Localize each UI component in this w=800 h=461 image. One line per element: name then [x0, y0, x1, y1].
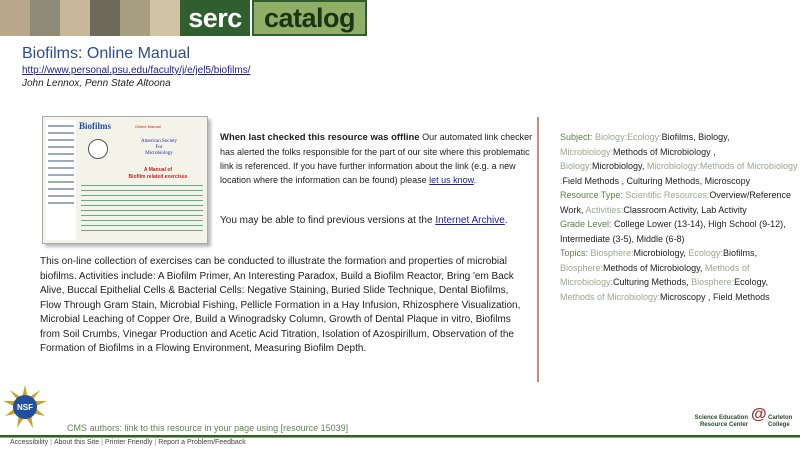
- internet-archive-link[interactable]: Internet Archive: [435, 215, 505, 226]
- footer-separator: |: [101, 439, 103, 446]
- header-photo: [0, 0, 30, 36]
- thumbnail-manual-heading: A Manual of Biofilm related exercises: [128, 167, 188, 180]
- meta-category-path[interactable]: Activities:: [583, 204, 624, 215]
- thumbnail-body-text: [81, 185, 203, 235]
- meta-resource-type: Resource Type: Scientific Resources:Overview/Reference Work, Activities:Classroom Activity, Lab Activity: [560, 190, 791, 215]
- footer-link[interactable]: Accessibility: [10, 439, 49, 446]
- meta-category-path[interactable]: Biology:: [560, 161, 593, 171]
- site-header: [0, 0, 367, 36]
- meta-category-path[interactable]: Ecology:: [685, 248, 723, 258]
- meta-value[interactable]: Overview/Reference Work,: [560, 190, 791, 215]
- footer-separator: |: [154, 439, 157, 446]
- header-photo: [120, 0, 150, 36]
- thumbnail-nav-column: [46, 120, 76, 240]
- footer-link[interactable]: Printer Friendly: [104, 439, 153, 446]
- meta-value[interactable]: Microbiology,: [633, 248, 686, 258]
- serc-carleton-logo[interactable]: Science Education Resource Center @ Carleton College: [694, 406, 793, 428]
- asm-seal-icon: [88, 139, 108, 159]
- meta-category-path[interactable]: Scientific Resources:: [622, 190, 710, 200]
- resource-metadata: [560, 130, 800, 304]
- thumbnail-subtitle: Online Manual: [135, 124, 161, 129]
- resource-author: John Lennox, Penn State Altoona: [22, 78, 171, 89]
- previous-versions-notice: You may be able to find previous versions at the Internet Archive.: [220, 215, 508, 226]
- meta-value[interactable]: Microscopy , Field Methods: [660, 291, 770, 302]
- meta-grade-level: Grade Level: College Lower (13-14), High School (9-12), Intermediate (3-5), Middle (6-8): [560, 219, 786, 244]
- footer-link[interactable]: Report a Problem/Feedback: [158, 439, 246, 446]
- footer-bar-accent: [0, 437, 800, 438]
- meta-category-path[interactable]: Biosphere:: [688, 277, 735, 287]
- footer-separator: |: [50, 439, 52, 446]
- column-divider: [537, 117, 539, 382]
- header-photo: [30, 0, 60, 36]
- meta-value[interactable]: Ecology,: [734, 277, 768, 287]
- let-us-know-link[interactable]: let us know: [429, 175, 474, 185]
- meta-value[interactable]: Classroom Activity, Lab Activity: [623, 204, 747, 215]
- meta-category-path[interactable]: Microbiology:: [560, 146, 614, 157]
- serc-home-link[interactable]: serc: [180, 0, 252, 36]
- header-photo: [150, 0, 180, 36]
- meta-value[interactable]: Methods of Microbiology ,: [613, 146, 716, 157]
- meta-category-path[interactable]: Methods of Microbiology:: [560, 262, 750, 287]
- offline-body: Our automated link checker has alerted the folks responsible for the part of our site where this problematic link is referenced. If you have further information about the link (e.g. a new location where the information can be found) please: [220, 132, 533, 185]
- catalog-link[interactable]: catalog: [252, 0, 367, 36]
- footer-link[interactable]: About this Site: [53, 439, 100, 446]
- offline-heading: When last checked this resource was offline: [220, 132, 420, 143]
- header-photo-strip: [0, 0, 180, 36]
- meta-category-path[interactable]: Methods of Microbiology:: [560, 291, 661, 302]
- meta-category-path[interactable]: Biosphere:: [560, 262, 604, 273]
- footer-links: [10, 439, 246, 446]
- meta-value[interactable]: Biofilms, Biology,: [661, 132, 730, 142]
- meta-category-path[interactable]: Biology:Ecology:: [595, 132, 662, 142]
- header-photo: [60, 0, 90, 36]
- meta-category-path[interactable]: Biosphere:: [588, 248, 634, 258]
- meta-value[interactable]: Culturing Methods,: [613, 277, 689, 287]
- cms-authors-note: CMS authors: link to this resource in your page using [resource 15039]: [67, 423, 349, 433]
- header-photo: [90, 0, 120, 36]
- meta-category-path[interactable]: Microbiology:Methods of Microbiology :: [560, 161, 798, 186]
- meta-value[interactable]: Methods of Microbiology,: [603, 262, 703, 273]
- nsf-logo-text: NSF: [17, 403, 33, 412]
- resource-url-link[interactable]: http://www.personal.psu.edu/faculty/j/e/jel5/biofilms/: [22, 65, 251, 76]
- offline-notice: When last checked this resource was offline Our automated link checker has alerted the folks responsible for the part of our site where this problematic link is referenced. If you have further information about the link (e.g. a new location where the information can be found) please let us know.: [220, 132, 533, 185]
- meta-subject: Subject: Biology:Ecology:Biofilms, Biology, Microbiology:Methods of Microbiology , Biology:Microbiology, Microbiology:Methods of Microbiology :Field Methods , Culturing Methods, Microscopy: [560, 132, 798, 186]
- meta-value[interactable]: Biofilms,: [722, 248, 757, 258]
- nsf-logo-icon[interactable]: [0, 384, 50, 432]
- resource-description: This on-line collection of exercises can be conducted to illustrate the formation and properties of microbial biofilms. Activities include: A Biofilm Primer, An Interesting Paradox, Build a Biofilm Reactor, Bring 'em Back Alive, Buccal Epithelial Cells & Bacterial Cells: Negative Staining, Buried Slide Technique, Dental Biofilms, Flow Through Gram Stain, Microbial Fishing, Pellicle Formation in a Hay Infusion, Rhizosphere Visualization, Microbial Leaching of Copper Ore, Build a Winogradsky Column, Growth of Dental Plaque in vitro, Biofilms from Soil Crumbs, Vinegar Production and Acetic Acid Titration, Isolation of Azospirillum, Observation of the Formation of Biofilms in a Flowing Environment, Measuring Biofilm Depth.: [40, 256, 521, 354]
- meta-value[interactable]: Microbiology,: [592, 161, 645, 171]
- thumbnail-title: Biofilms: [79, 121, 112, 131]
- thumbnail-org: American Society For Microbiology: [141, 139, 177, 156]
- meta-topics: Topics: Biosphere:Microbiology, Ecology:Biofilms, Biosphere:Methods of Microbiology, Methods of Microbiology:Culturing Methods, Biosphere:Ecology, Methods of Microbiology:Microscopy , Field Methods: [560, 248, 770, 302]
- resource-thumbnail[interactable]: [42, 116, 208, 244]
- meta-value[interactable]: Field Methods , Culturing Methods, Microscopy: [562, 175, 751, 186]
- resource-title: Biofilms: Online Manual: [22, 45, 191, 62]
